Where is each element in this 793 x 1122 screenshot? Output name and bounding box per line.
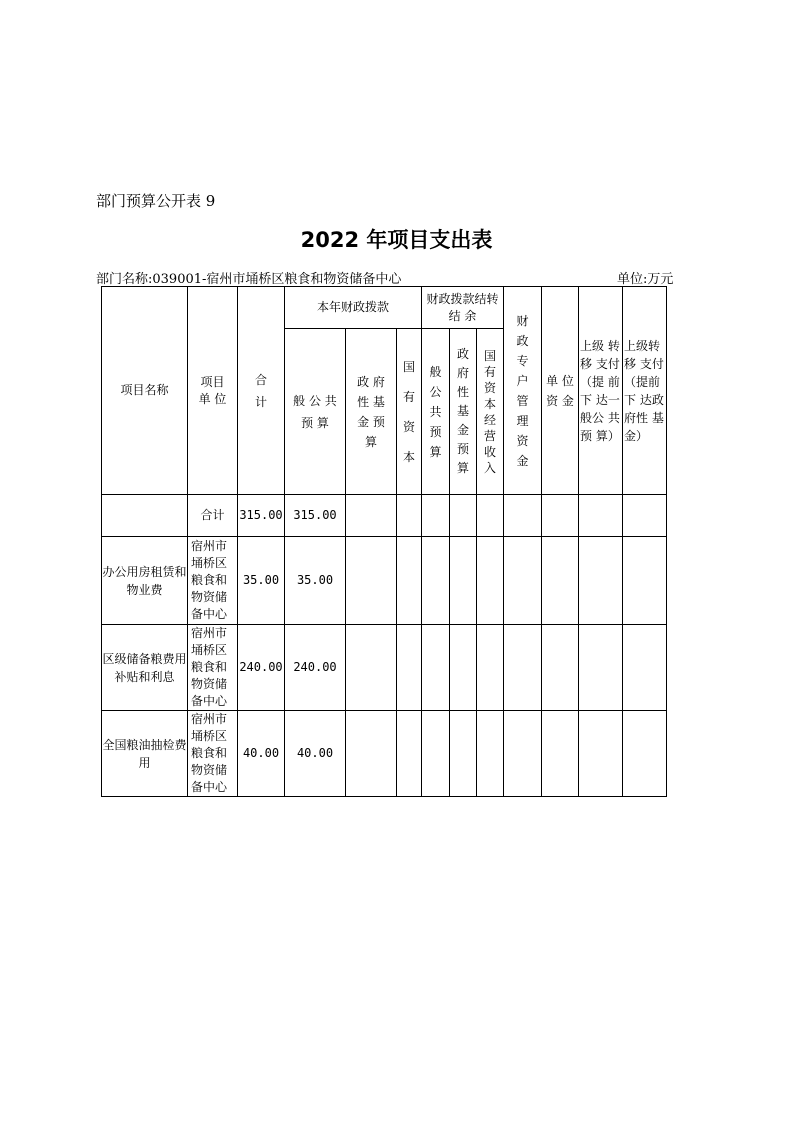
header-co-gov-fund: 政 府 性 基 金 预 算 xyxy=(450,329,477,495)
header-special-fund: 财 政 专 户 管 理 资 金 xyxy=(504,287,542,495)
row-general: 35.00 xyxy=(285,537,346,625)
row-project-name: 办公用房租赁和物业费 xyxy=(102,537,188,625)
header-carryover-group: 财政拨款结转结 余 xyxy=(422,287,504,329)
header-project-name: 项目名称 xyxy=(102,287,188,495)
total-row-label: 合计 xyxy=(188,495,238,537)
row-project-name: 区级储备粮费用补贴和利息 xyxy=(102,625,188,711)
project-expenditure-table xyxy=(101,286,667,797)
total-row-general: 315.00 xyxy=(285,495,346,537)
header-co-general: 般 公 共 预 算 xyxy=(422,329,450,495)
header-state-capital: 国 有 资 本 xyxy=(397,329,422,495)
total-row-empty xyxy=(102,495,188,537)
row-general: 40.00 xyxy=(285,711,346,797)
unit-label: 单位:万元 xyxy=(617,272,674,287)
total-row xyxy=(102,495,667,537)
header-total: 合 计 xyxy=(238,287,285,495)
row-total: 40.00 xyxy=(238,711,285,797)
row-general: 240.00 xyxy=(285,625,346,711)
header-unit-fund: 单 位 资 金 xyxy=(542,287,579,495)
header-transfer-general: 上级 转 移 支付（提 前 下 达一 般公 共 预 算） xyxy=(579,287,623,495)
row-project-unit: 宿州市埇桥区粮食和物资储备中心 xyxy=(188,625,238,711)
row-total: 240.00 xyxy=(238,625,285,711)
total-row-total: 315.00 xyxy=(238,495,285,537)
header-co-state-capital: 国 有 资 本 经 营 收 入 xyxy=(477,329,504,495)
page-title: 2022 年项目支出表 xyxy=(300,228,493,252)
row-project-unit: 宿州市埇桥区粮食和物资储备中心 xyxy=(188,537,238,625)
row-project-name: 全国粮油抽检费用 xyxy=(102,711,188,797)
header-transfer-gov: 上级转 移 支付 （提前 下 达政 府性 基 金） xyxy=(623,287,667,495)
header-this-year-group: 本年财政拨款 xyxy=(285,287,422,329)
header-general-budget: 般 公 共 预 算 xyxy=(285,329,346,495)
header-gov-fund: 政 府 性 基 金 预 算 xyxy=(346,329,397,495)
table-row xyxy=(102,711,667,797)
table-row xyxy=(102,537,667,625)
table-row xyxy=(102,625,667,711)
row-total: 35.00 xyxy=(238,537,285,625)
header-project-unit: 项目 单 位 xyxy=(188,287,238,495)
table-tag: 部门预算公开表 9 xyxy=(96,192,216,210)
row-project-unit: 宿州市埇桥区粮食和物资储备中心 xyxy=(188,711,238,797)
department-label: 部门名称:039001-宿州市埇桥区粮食和物资储备中心 xyxy=(96,272,402,287)
